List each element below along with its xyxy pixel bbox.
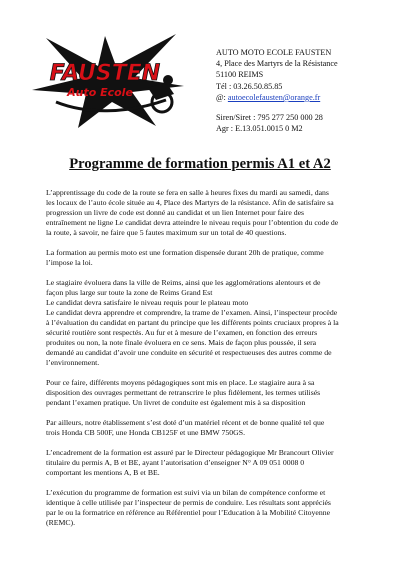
paragraph-line: L’exécution du programme de formation est suivi via un bilan de compétence conforme et	[46, 488, 326, 497]
paragraph-line: façon plus large sur toute la zone de Reims Grand Est	[46, 288, 213, 297]
school-contact-block	[216, 47, 338, 134]
email-prefix: @:	[216, 92, 228, 102]
document-body	[46, 188, 366, 538]
paragraph-line: Le candidat devra satisfaire le niveau requis pour le plateau moto	[46, 298, 249, 307]
paragraph-line: disposition des ouvrages permettant de retranscrire le plus fidèlement, les termes utilisés	[46, 388, 321, 397]
paragraph-line: à l’évaluation du candidat en partant du principe que les différents points cruciaux propres à la	[46, 318, 339, 327]
agrement: Agr : E.13.051.0015 0 M2	[216, 124, 303, 134]
paragraph-line: les locaux de l’auto école située au 4, Place des Martyrs de la résistance. Afin de satisfaire sa	[46, 198, 334, 207]
fausten-logo	[16, 30, 194, 130]
paragraph-line: demandé au candidat d’avoir une conduite en sécurité et respectueuses des autres comme de	[46, 348, 332, 357]
paragraph-line: (REMC).	[46, 518, 76, 527]
school-name: AUTO MOTO ECOLE FAUSTEN	[216, 48, 332, 57]
paragraph-line: L’apprentissage du code de la route se fera en salle à heures fixes du mardi au samedi, dans	[46, 188, 329, 197]
paragraph-line: L’encadrement de la formation est assuré par le Directeur pédagogique Mr Brancourt Olivier	[46, 448, 334, 457]
paragraph	[46, 278, 366, 368]
address-line-2: 51100 REIMS	[216, 70, 264, 80]
paragraph-line: progression un livre de code est donné au candidat et un lien Internet pour faire des	[46, 208, 305, 217]
paragraph-line: identique à celle utilisée par l’inspecteur de permis de conduire. Les résultats sont appréciés	[46, 498, 331, 507]
paragraph-line: La formation au permis moto est une formation dispensée durant 20h de pratique, comme	[46, 248, 324, 257]
logo-subtitle: Auto Ecole	[67, 86, 133, 99]
paragraph-line: Le candidat devra apprendre et comprendre, la trame de l’examen. Ainsi, l’inspecteur procède	[46, 308, 338, 317]
paragraph-line: comportant les mentions A, B et BE.	[46, 468, 160, 477]
paragraph-line: trois Honda CB 500F, une Honda CB125F et une BMW 750GS.	[46, 428, 246, 437]
paragraph-line: entraînement ne ligne Le candidat devra atteindre le niveau requis pour l’obtention du code de	[46, 218, 339, 227]
page-title: Programme de formation permis A1 et A2	[69, 156, 331, 172]
paragraph	[46, 188, 366, 238]
logo-brand: FAUSTEN	[49, 61, 161, 86]
paragraph-line: la route, à savoir, ne faire que 5 fautes maximum sur un total de 40 questions.	[46, 228, 287, 237]
paragraph-line: sécurité routière sont respectés. Au fur et à mesure de l’examen, en fonction des erreurs	[46, 328, 318, 337]
paragraph-line: titulaire du permis A, B et BE, ayant l’autorisation d’enseigner N° A 09 051 0008 0	[46, 458, 305, 467]
paragraph-line: par le ou la formatrice en référence au Référentiel pour l’Education à la Mobilité Citoyenne	[46, 508, 331, 517]
paragraph-line: Pour ce faire, différents moyens pédagogiques sont mis en place. Le stagiaire aura à sa	[46, 378, 315, 387]
paragraph-line: pendant l’examen pratique. Un livret de conduite est également mis à sa disposition	[46, 398, 306, 407]
paragraph	[46, 488, 366, 528]
paragraph-line: l’environnement.	[46, 358, 100, 367]
paragraph-line: Le stagiaire évoluera dans la ville de Reims, ainsi que les agglomérations alentours et de	[46, 278, 321, 287]
address-line-1: 4, Place des Martyrs de la Résistance	[216, 59, 338, 69]
email-line	[216, 92, 338, 103]
phone: Tél : 03.26.50.85.85	[216, 81, 283, 91]
siren: Siren/Siret : 795 277 250 000 28	[216, 113, 323, 123]
paragraph	[46, 448, 366, 478]
paragraph-line: Par ailleurs, notre établissement s’est doté d’un matériel récent et de bonne qualité tel que	[46, 418, 325, 427]
paragraph-line: produites ou non, la note finale évoluera en ce sens. Mais de façon plus poussée, il sera	[46, 338, 317, 347]
email-link[interactable]: autoecolefausten@orange.fr	[227, 92, 321, 102]
paragraph	[46, 248, 366, 268]
paragraph	[46, 418, 366, 438]
paragraph-line: l’impose la loi.	[46, 258, 93, 267]
paragraph	[46, 378, 366, 408]
